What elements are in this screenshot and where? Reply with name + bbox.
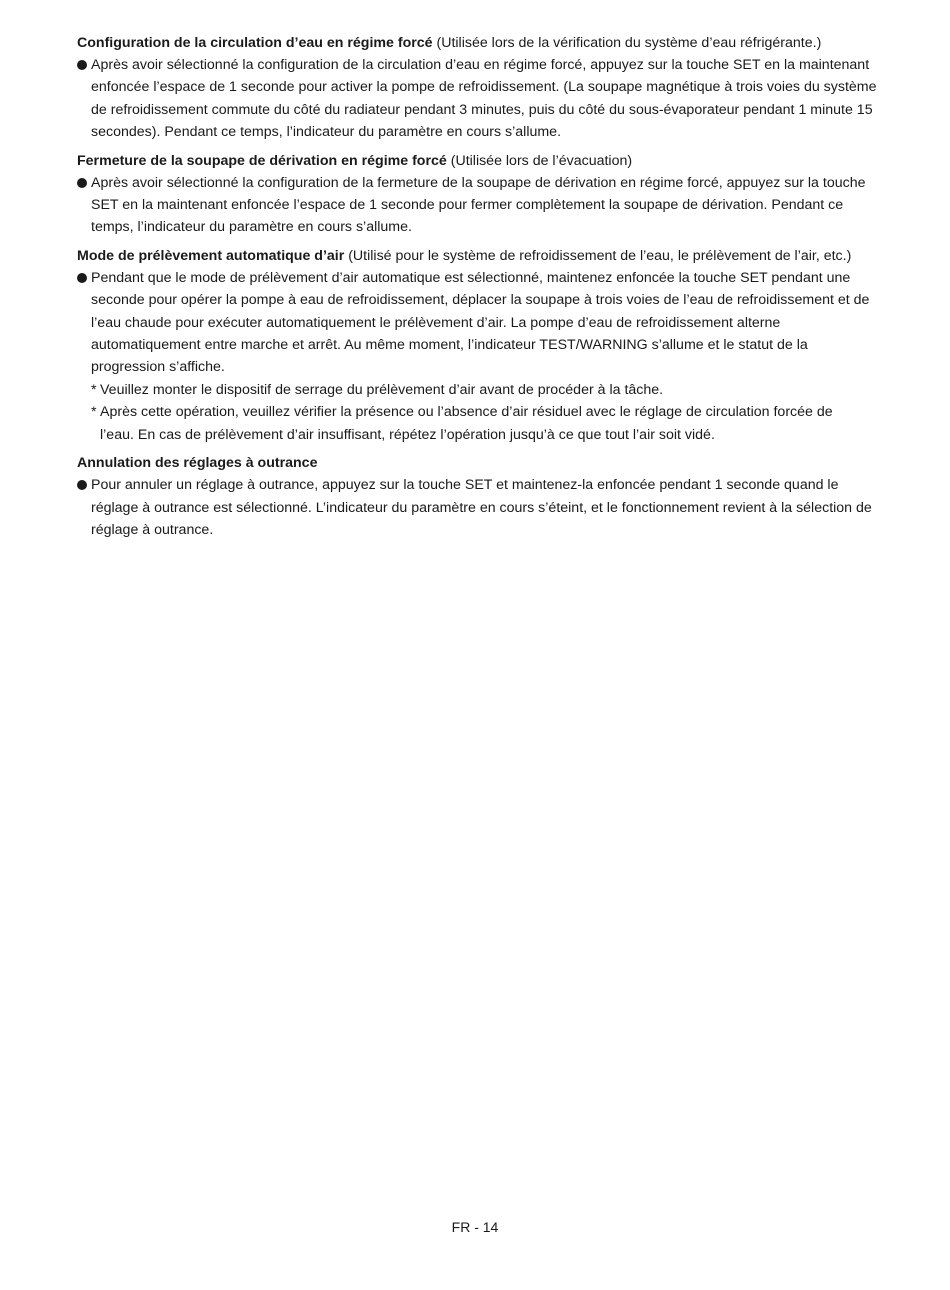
bullet-item	[77, 474, 877, 541]
section-subtitle: (Utilisé pour le système de refroidissement de l’eau, le prélèvement de l’air, etc.)	[344, 247, 852, 264]
bullet-icon	[77, 273, 87, 283]
bullet-icon	[77, 480, 87, 490]
bullet-item	[77, 267, 877, 379]
section-auto-air-purge	[77, 245, 877, 446]
bullet-icon	[77, 60, 87, 70]
note-text: Veuillez monter le dispositif de serrage du prélèvement d’air avant de procéder à la tâche.	[100, 381, 664, 398]
page-number: FR - 14	[451, 1219, 499, 1235]
asterisk-icon: *	[91, 404, 97, 421]
section-heading	[77, 245, 877, 267]
section-subtitle: (Utilisée lors de la vérification du système d’eau réfrigérante.)	[432, 35, 822, 51]
section-title: Annulation des réglages à outrance	[77, 455, 318, 472]
section-heading	[77, 32, 877, 54]
section-forced-water-circulation	[77, 32, 877, 144]
bullet-item	[77, 172, 877, 239]
section-heading	[77, 452, 877, 474]
note-item	[77, 401, 877, 423]
document-body	[77, 32, 877, 547]
note-text: l’eau. En cas de prélèvement d’air insuffisant, répétez l’opération jusqu’à ce que tout l’air soit vidé.	[100, 426, 715, 443]
section-override-cancel	[77, 452, 877, 541]
bullet-text: Après avoir sélectionné la configuration de la circulation d’eau en régime forcé, appuyez sur la touche SET en la maintenant enfoncée l’espace de 1 seconde pour activer la pompe de refroidissement. (La soupape magnétique à trois voies du système de refroidissement commute du côté du radiateur pendant 3 minutes, puis du côté du sous-évaporateur pendant 1 minute 15 secondes). Pendant ce temps, l’indicateur du paramètre en cours s’allume.	[91, 57, 877, 141]
section-bypass-valve-closing	[77, 150, 877, 239]
section-title: Configuration de la circulation d’eau en régime forcé	[77, 35, 433, 51]
bullet-text: Après avoir sélectionné la configuration de la fermeture de la soupape de dérivation en régime forcé, appuyez sur la touche SET en la maintenant enfoncée l’espace de 1 seconde pour fermer complètement la soupape de dérivation. Pendant ce temps, l’indicateur du paramètre en cours s’allume.	[91, 174, 866, 236]
section-title: Fermeture de la soupape de dérivation en régime forcé	[77, 152, 447, 169]
bullet-icon	[77, 178, 87, 188]
bullet-text: Pour annuler un réglage à outrance, appuyez sur la touche SET et maintenez-la enfoncée pendant 1 seconde quand le réglage à outrance est sélectionné. L’indicateur du paramètre en cours s’éteint, et le fonctionnement revient à la sélection de réglage à outrance.	[91, 477, 872, 538]
section-title: Mode de prélèvement automatique d’air	[77, 247, 345, 264]
note-item	[77, 379, 877, 401]
bullet-text: Pendant que le mode de prélèvement d’air automatique est sélectionné, maintenez enfoncée la touche SET pendant une seconde pour opérer la pompe à eau de refroidissement, déplacer la soupape à trois voies de l’eau de refroidissement et de l’eau chaude pour exécuter automatiquement le prélèvement d’air. La pompe d’eau de refroidissement alterne automatiquement entre marche et arrêt. Au même moment, l’indicateur TEST/WARNING s’allume et le statut de la progression s’affiche.	[91, 269, 870, 376]
asterisk-icon: *	[91, 381, 97, 398]
note-item-continued	[77, 424, 877, 446]
section-subtitle: (Utilisée lors de l’évacuation)	[446, 152, 633, 169]
note-text: Après cette opération, veuillez vérifier la présence ou l’absence d’air résiduel avec le réglage de circulation forcée de	[100, 404, 833, 421]
bullet-item	[77, 54, 877, 144]
section-heading	[77, 150, 877, 172]
